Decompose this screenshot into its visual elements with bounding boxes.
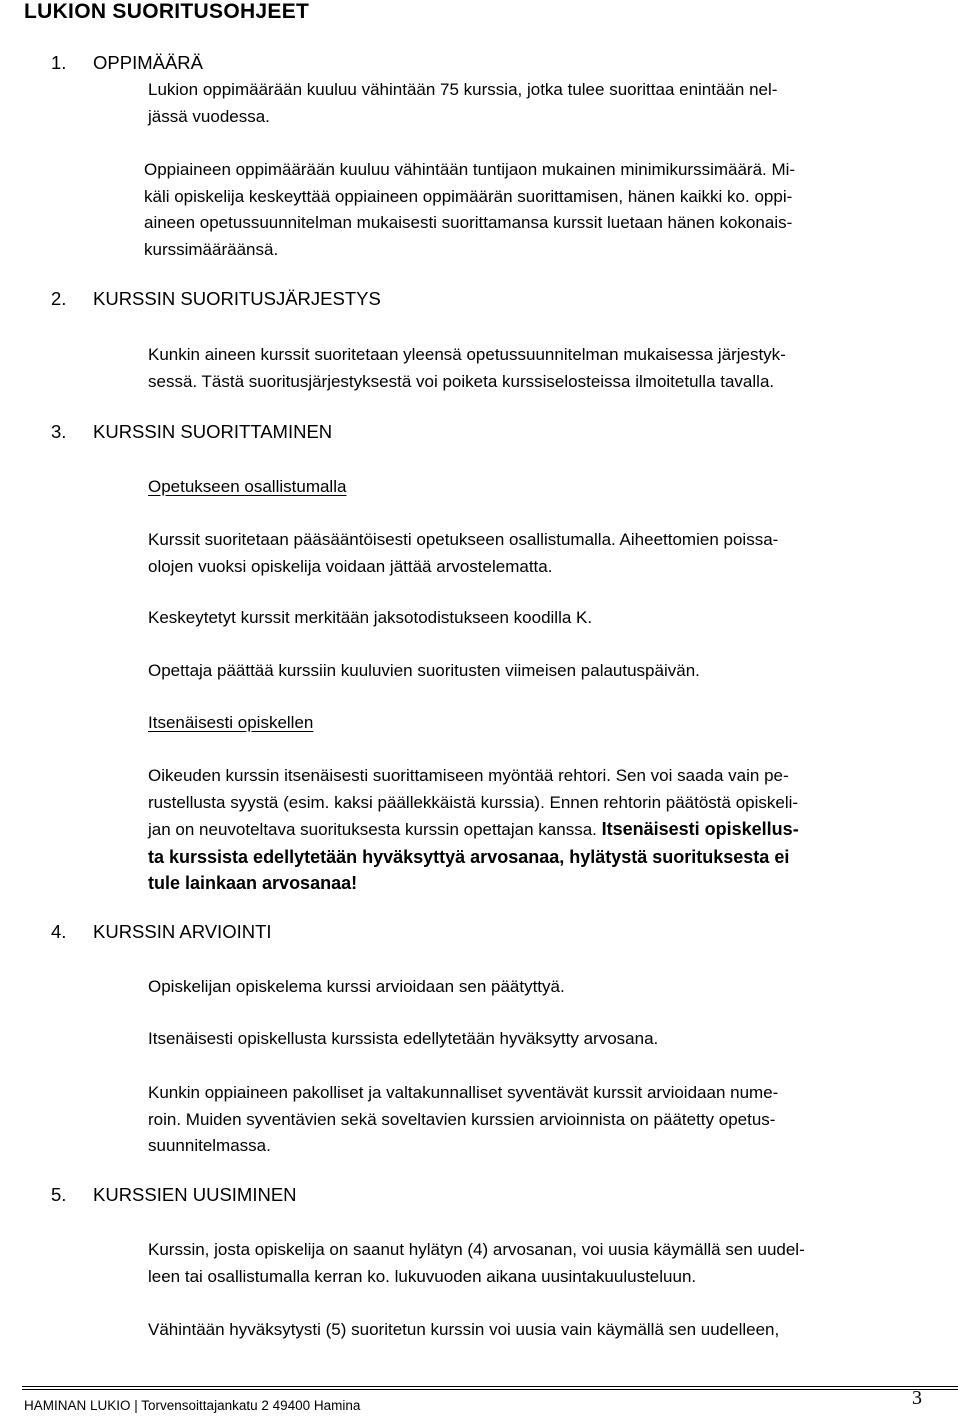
paragraph: Kurssin, josta opiskelija on saanut hylätyn (4) arvosanan, voi uusia käymällä sen uudel- leen tai osallistumalla kerran ko. lukuvuoden aikana uusintakuulusteluun. — [148, 1240, 805, 1286]
paragraph: Kurssit suoritetaan pääsääntöisesti opetukseen osallistumalla. Aiheettomien poissa- olojen vuoksi opiskelija voidaan jättää arvostelematta. — [148, 530, 779, 576]
footer-divider — [22, 1386, 958, 1390]
section-heading-2: 2. KURSSIN SUORITUSJÄRJESTYS — [51, 288, 381, 309]
paragraph: Kunkin oppiaineen pakolliset ja valtakunnalliset syventävät kurssit arvioidaan nume- roin. Muiden syventävien sekä soveltavien kurssien arvioinnista on päätetty opetus- suunnitelmassa. — [148, 1083, 779, 1155]
paragraph: Lukion oppimäärään kuuluu vähintään 75 kurssia, jotka tulee suorittaa enintään nel- jässä vuodessa. — [148, 80, 778, 126]
section-heading-5: 5. KURSSIEN UUSIMINEN — [51, 1184, 297, 1205]
paragraph: Oikeuden kurssin itsenäisesti suorittamiseen myöntää rehtori. Sen voi saada vain pe- rustellusta syystä (esim. kaksi päällekkäistä kurssia). Ennen rehtorin päätöstä opiskeli- jan on neuvoteltava suorituksesta kurssin opettajan kanssa. Itsenäisesti opiskellus- ta kurssista edellytetään hyväksyttyä arvosanaa, hylätystä suorituksesta ei tule lainkaan arvosanaa! — [148, 766, 799, 893]
paragraph: Keskeytetyt kurssit merkitään jaksotodistukseen koodilla K. — [148, 608, 593, 627]
footer-school-info: HAMINAN LUKIO | Torvensoittajankatu 2 49400 Hamina — [24, 1398, 361, 1413]
subheading-opetukseen: Opetukseen osallistumalla — [148, 477, 347, 496]
page-number: 3 — [912, 1387, 922, 1409]
paragraph: Vähintään hyväksytysti (5) suoritetun kurssin voi uusia vain käymällä sen uudelleen, — [148, 1320, 780, 1339]
section-heading-3: 3. KURSSIN SUORITTAMINEN — [51, 421, 333, 442]
document-title: LUKION SUORITUSOHJEET — [24, 0, 310, 23]
paragraph: Opiskelijan opiskelema kurssi arvioidaan sen päätyttyä. — [148, 977, 565, 996]
section-heading-1: 1. OPPIMÄÄRÄ — [51, 52, 203, 73]
section-heading-4: 4. KURSSIN ARVIOINTI — [51, 921, 272, 942]
paragraph: Oppiaineen oppimäärään kuuluu vähintään tuntijaon mukainen minimikurssimäärä. Mi- käli opiskelija keskeyttää oppiaineen oppimäärän suorittamisen, hänen kaikki ko. oppi- aineen opetussuunnitelman mukaisesti suorittamansa kurssit luetaan hänen kokonais- kurssimääräänsä. — [144, 160, 796, 259]
paragraph: Itsenäisesti opiskellusta kurssista edellytetään hyväksytty arvosana. — [148, 1029, 659, 1048]
paragraph: Kunkin aineen kurssit suoritetaan yleensä opetussuunnitelman mukaisessa järjestyk- sessä. Tästä suoritusjärjestyksestä voi poiketa kurssiselosteissa ilmoitetulla tavalla. — [148, 345, 786, 391]
subheading-itsenaisesti: Itsenäisesti opiskellen — [148, 713, 314, 732]
paragraph: Opettaja päättää kurssiin kuuluvien suoritusten viimeisen palautuspäivän. — [148, 661, 700, 680]
